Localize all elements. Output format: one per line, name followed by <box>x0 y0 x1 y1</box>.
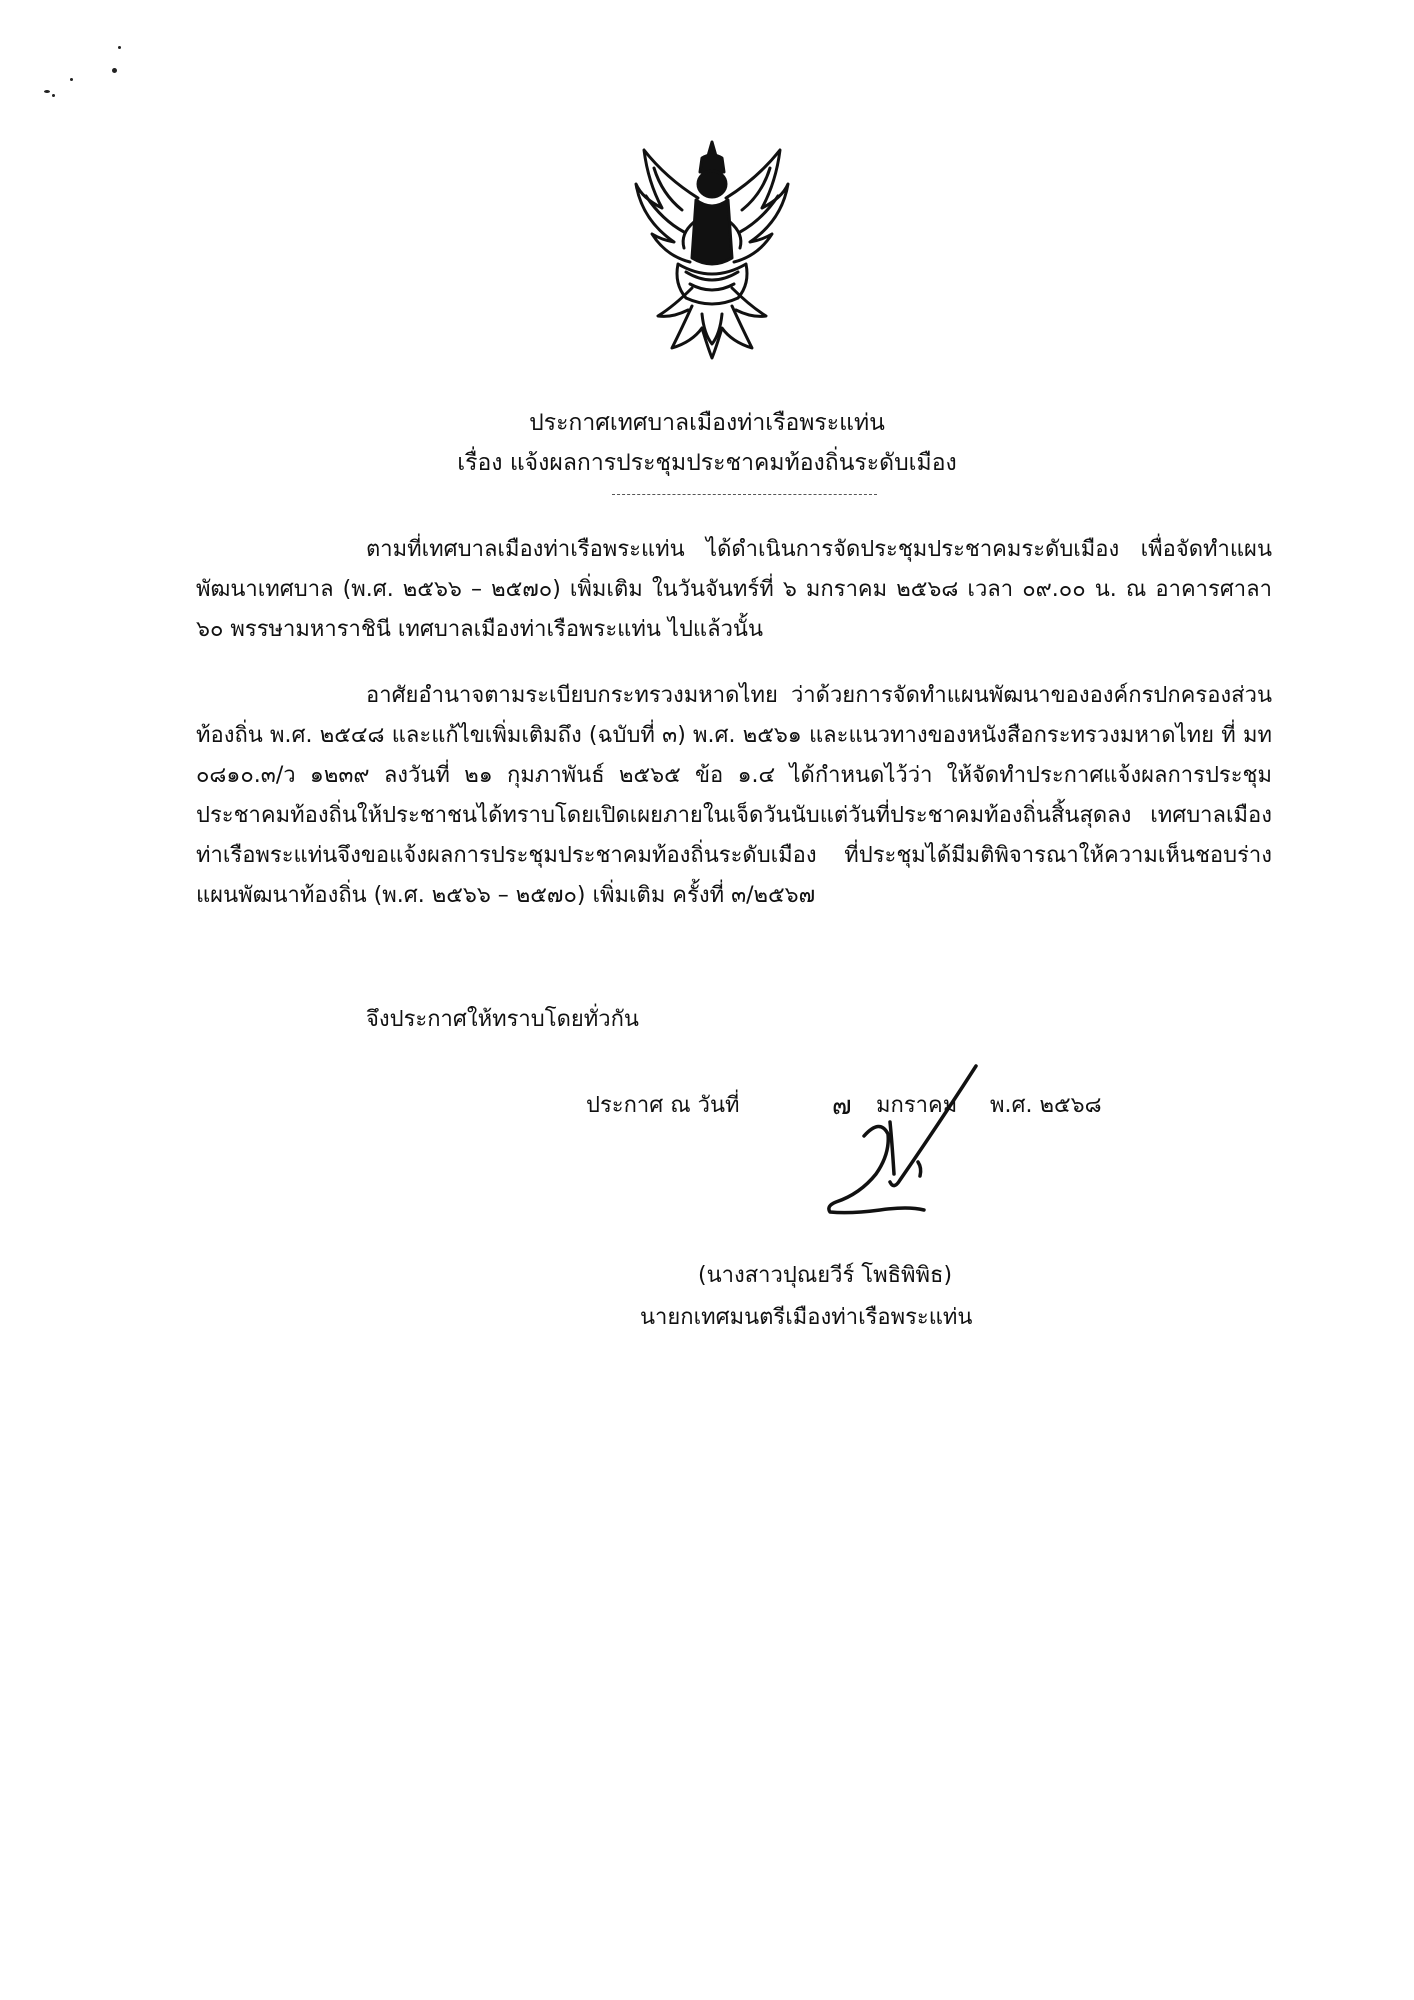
scan-speck <box>44 90 50 93</box>
signer-title: นายกเทศมนตรีเมืองท่าเรือพระแท่น <box>640 1305 973 1330</box>
announcement-subject: เรื่อง แจ้งผลการประชุมประชาคมท้องถิ่นระดับเมือง <box>457 450 957 476</box>
announcement-title: ประกาศเทศบาลเมืองท่าเรือพระแท่น <box>529 410 885 436</box>
scan-speck <box>118 46 121 49</box>
scan-speck <box>52 94 55 97</box>
header-divider <box>612 494 877 495</box>
handwritten-signature-icon <box>790 1062 990 1232</box>
body-paragraph-1: ตามที่เทศบาลเมืองท่าเรือพระแท่น ได้ดำเนินการจัดประชุมประชาคมระดับเมือง เพื่อจัดทำแผนพัฒนาเทศบาล (พ.ศ. ๒๕๖๖ – ๒๕๗๐) เพิ่มเติม ในวันจันทร์ที่ ๖ มกราคม ๒๕๖๘ เวลา ๐๙.๐๐ น. ณ อาคารศาลา ๖๐ พรรษามหาราชินี เทศบาลเมืองท่าเรือพระแท่น ไปแล้วนั้น <box>196 537 1272 642</box>
garuda-emblem-icon <box>632 138 792 360</box>
closing-statement: จึงประกาศให้ทราบโดยทั่วกัน <box>366 1007 639 1032</box>
date-prefix: ประกาศ ณ วันที่ <box>586 1093 740 1118</box>
date-month: มกราคม <box>876 1093 958 1118</box>
scan-speck <box>112 68 117 73</box>
scan-speck <box>70 78 73 81</box>
date-era-year: พ.ศ. ๒๕๖๘ <box>990 1093 1102 1118</box>
body-paragraph-2: อาศัยอำนาจตามระเบียบกระทรวงมหาดไทย ว่าด้วยการจัดทำแผนพัฒนาขององค์กรปกครองส่วนท้องถิ่น พ.ศ. ๒๕๔๘ และแก้ไขเพิ่มเติมถึง (ฉบับที่ ๓) พ.ศ. ๒๕๖๑ และแนวทางของหนังสือกระทรวงมหาดไทย ที่ มท ๐๘๑๐.๓/ว ๑๒๓๙ ลงวันที่ ๒๑ กุมภาพันธ์ ๒๕๖๕ ข้อ ๑.๔ ได้กำหนดไว้ว่า ให้จัดทำประกาศแจ้งผลการประชุมประชาคมท้องถิ่นให้ประชาชนได้ทราบโดยเปิดเผยภายในเจ็ดวันนับแต่วันที่ประชาคมท้องถิ่นสิ้นสุดลง เทศบาลเมืองท่าเรือพระแท่นจึงขอแจ้งผลการประชุมประชาคมท้องถิ่นระดับเมือง ที่ประชุมได้มีมติพิจารณาให้ความเห็นชอบร่างแผนพัฒนาท้องถิ่น (พ.ศ. ๒๕๖๖ – ๒๕๗๐) เพิ่มเติม ครั้งที่ ๓/๒๕๖๗ <box>196 683 1272 908</box>
signer-name: (นางสาวปุณยวีร์ โพธิพิพิธ) <box>698 1263 953 1288</box>
date-day: ๗ <box>832 1091 852 1121</box>
